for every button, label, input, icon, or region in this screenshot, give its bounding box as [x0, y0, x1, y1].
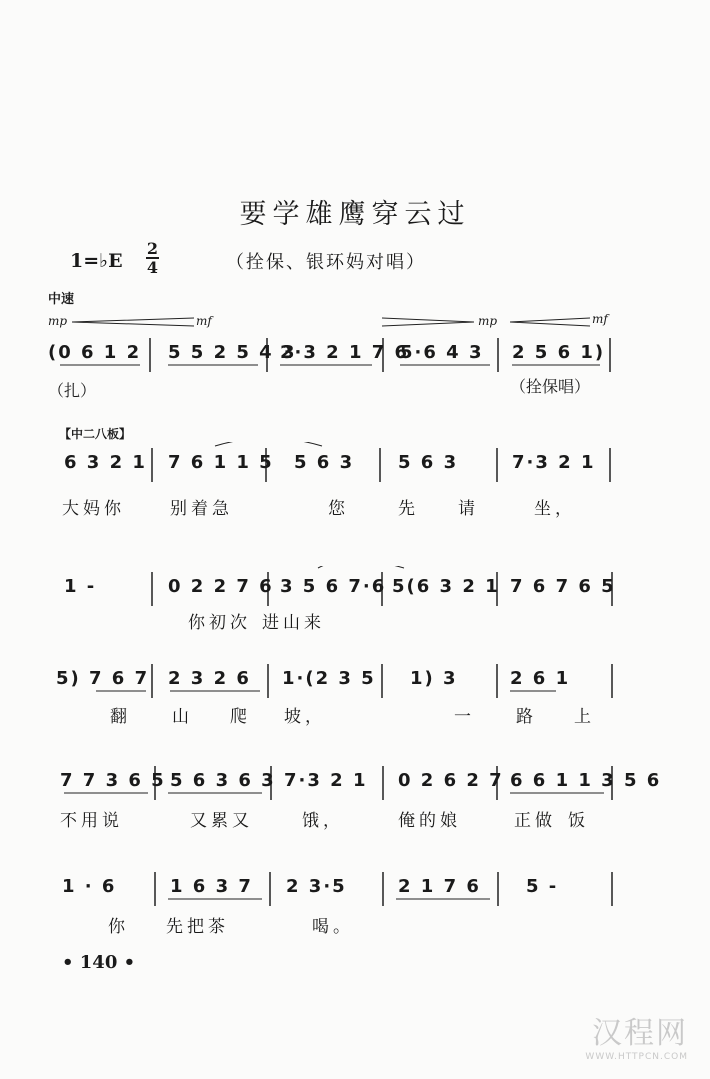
- lyric-5-5: 正做: [514, 811, 556, 831]
- time-signature-bottom: 4: [146, 258, 159, 277]
- lyric-2-3: 您: [328, 499, 349, 519]
- measure-3-5: 7 6 7 6 5: [510, 576, 616, 597]
- lyric-2-6: 坐，: [534, 499, 576, 519]
- lyric-5-4: 俺的娘: [398, 811, 461, 831]
- staff-line-6: [0, 866, 710, 926]
- measure-5-3: 7·3 2 1: [284, 770, 368, 791]
- measure-4-3: 1·(2 3 5: [282, 668, 376, 689]
- lyric-2-4: 先: [398, 499, 419, 519]
- staff-line-1: [0, 332, 710, 392]
- measure-2-1: 6 3 2 1: [64, 452, 147, 473]
- measure-5-4: 0 2 6 2 7: [398, 770, 504, 791]
- lyric-5-1: 不用说: [60, 811, 123, 831]
- dynamic-mf-2: mf: [592, 312, 608, 326]
- staff-line-2: [0, 442, 710, 502]
- performers-subtitle: （拴保、银环妈对唱）: [226, 252, 426, 273]
- lyric-4-6: 路: [516, 707, 537, 727]
- watermark-name: 汉程网: [592, 1016, 688, 1051]
- lyric-5-3: 饿，: [302, 811, 344, 831]
- lyric-4-5: 一: [454, 707, 475, 727]
- measure-3-4: 5(6 3 2 1: [392, 576, 500, 597]
- song-title: 要学雄鹰穿云过: [239, 199, 471, 230]
- tempo-marking: 中速: [48, 292, 75, 307]
- lyric-6-2: 先把茶: [166, 917, 229, 937]
- measure-2-4: 5 6 3: [398, 452, 459, 473]
- measure-6-4: 2 1 7 6: [398, 876, 481, 897]
- watermark-url: WWW.HTTPCN.COM: [585, 1052, 688, 1062]
- lyric-4-7: 上: [574, 707, 595, 727]
- label-zha: （扎）: [48, 381, 97, 400]
- measure-6-5: 5 -: [526, 876, 559, 897]
- dynamic-mf-1: mf: [196, 314, 212, 328]
- measure-3-1: 1 -: [64, 576, 97, 597]
- measure-6-3: 2 3·5: [286, 876, 347, 897]
- dynamic-mp-1: mp: [48, 314, 68, 328]
- label-shuanbao-sings: （拴保唱）: [510, 377, 591, 396]
- measure-1-3: 2·3 2 1 7 6: [280, 342, 410, 363]
- lyric-2-2: 别着急: [170, 499, 233, 519]
- lyric-5-2: 又累又: [190, 811, 253, 831]
- dynamic-mp-2: mp: [478, 314, 498, 328]
- measure-5-1: 7 7 3 6 5: [60, 770, 166, 791]
- lyric-6-3: 喝。: [312, 917, 354, 937]
- lyric-3-2: 进山来: [262, 613, 325, 633]
- measure-4-1: 5) 7 6 7: [56, 668, 150, 689]
- measure-1-2: 5 5 2 5 4 3: [168, 342, 297, 363]
- measure-1-1: (0 6 1 2: [48, 342, 142, 363]
- lyric-4-4: 坡，: [284, 707, 326, 727]
- measure-4-5: 2 6 1: [510, 668, 571, 689]
- measure-2-2: 7 6 1 1 5: [168, 452, 274, 473]
- measure-3-2: 0 2 2 7 6: [168, 576, 274, 597]
- measure-3-3: 3 5 6 7·6: [280, 576, 387, 597]
- measure-2-3: 5 6 3: [294, 452, 355, 473]
- banshi-marking: 【中二八板】: [59, 427, 132, 441]
- watermark: [585, 1008, 688, 1062]
- measure-1-5: 2 5 6 1): [512, 342, 606, 363]
- key-signature: 1=♭E: [70, 250, 123, 272]
- measure-4-2: 2 3 2 6: [168, 668, 251, 689]
- measure-1-4: 5·6 4 3: [400, 342, 484, 363]
- measure-6-2: 1 6 3 7: [170, 876, 253, 897]
- measure-5-5: 6 6 1 1 3 5 6: [510, 770, 662, 791]
- lyric-6-1: 你: [108, 917, 129, 937]
- time-signature-top: 2: [146, 239, 159, 258]
- lyric-4-3: 爬: [230, 707, 251, 727]
- measure-4-4: 1) 3: [410, 668, 458, 689]
- lyric-4-1: 翻: [110, 707, 131, 727]
- lyric-4-2: 山: [172, 707, 193, 727]
- lyric-5-6: 饭: [568, 811, 589, 831]
- lyric-2-1: 大妈你: [62, 499, 125, 519]
- measure-5-2: 5 6 3 6 3: [170, 770, 276, 791]
- page-number: • 140 •: [62, 952, 136, 973]
- measure-6-1: 1 · 6: [62, 876, 117, 897]
- measure-2-5: 7·3 2 1: [512, 452, 596, 473]
- lyric-2-5: 请: [458, 499, 479, 519]
- lyric-3-1: 你初次: [188, 613, 251, 633]
- staff-line-3: [0, 566, 710, 626]
- staff-line-4: [0, 658, 710, 718]
